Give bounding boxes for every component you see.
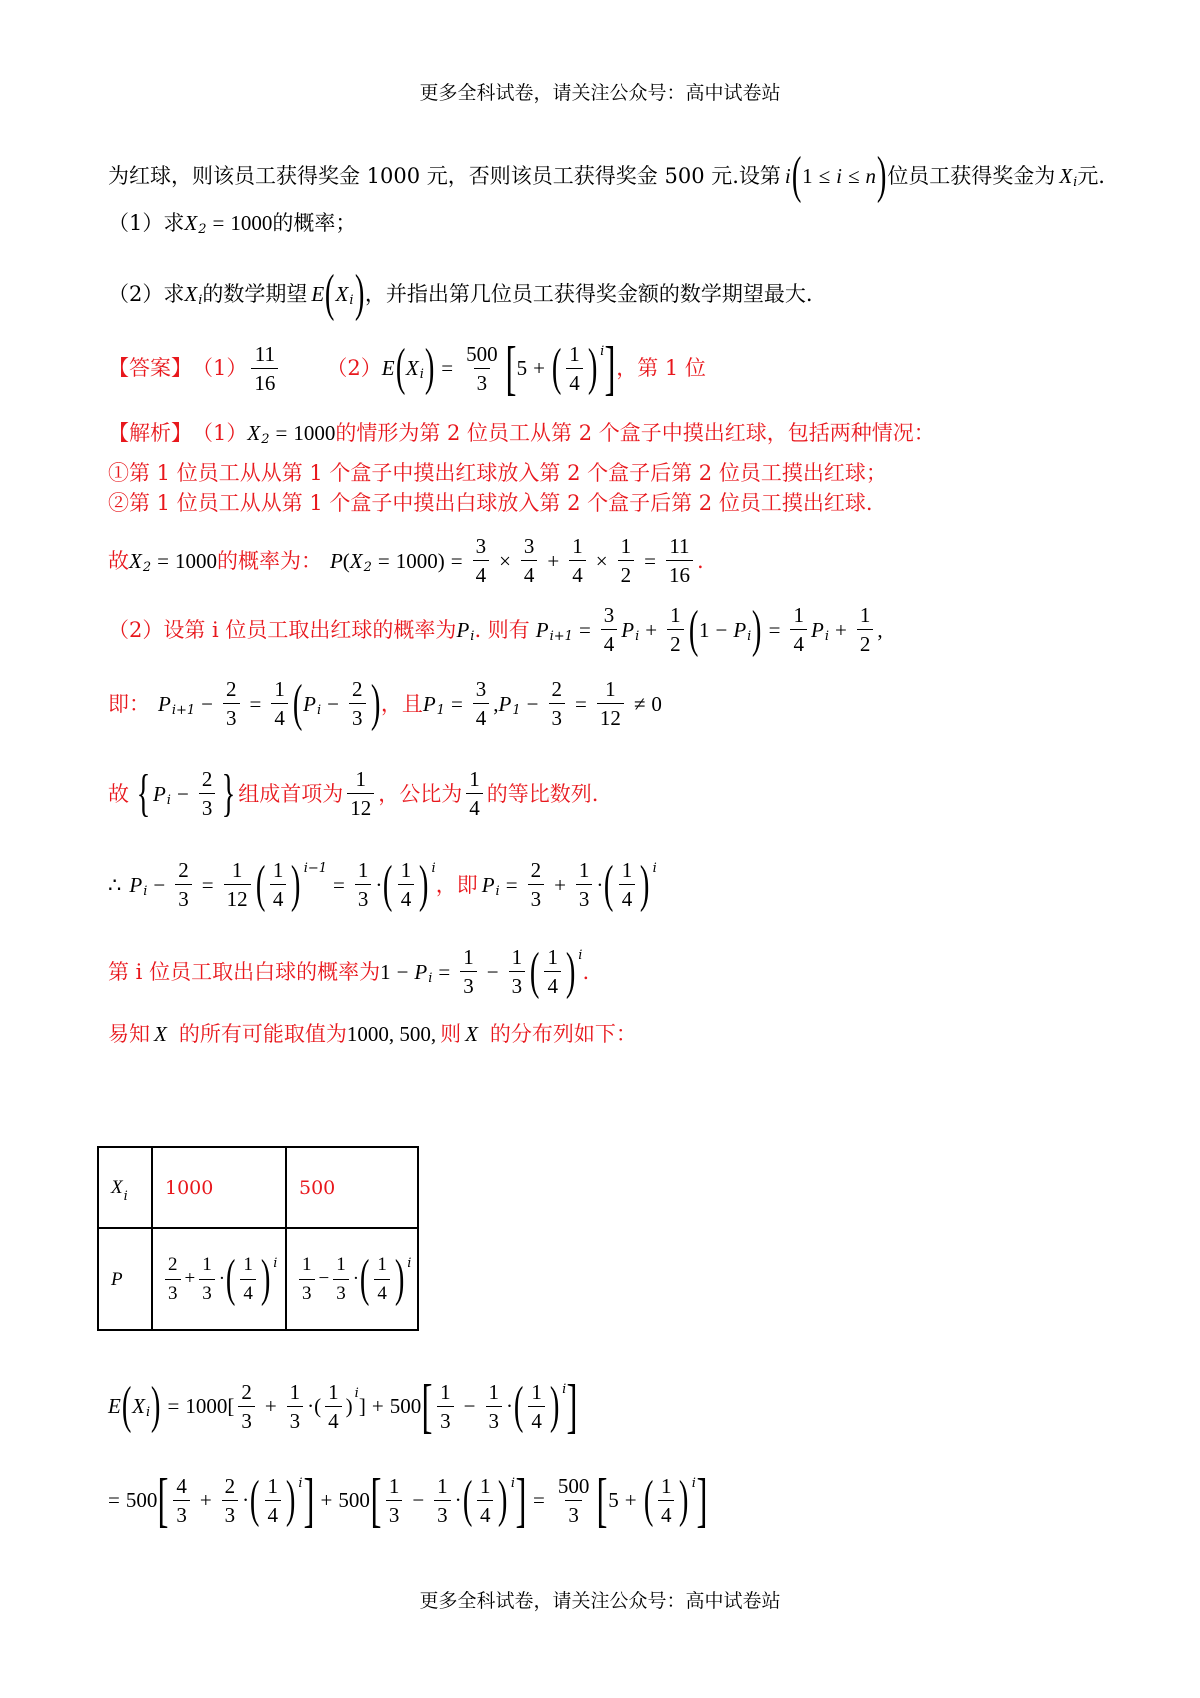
distribution-table [97, 1146, 419, 1331]
analysis-line-6: 即： P i+1 − $\frac{2}{3}$ = $\frac{1}{4}$ ( P i − $\frac{2}{3}$ ) ，且 P 1 = $\frac{3}{4}$ , P 1 − $\frac{2}{3}$ = $\frac{1}{12}$ ≠ 0 [108, 674, 662, 732]
table-cell: 500 [286, 1147, 418, 1228]
analysis-line-2: ①第 1 位员工从从第 1 个盒子中摸出红球放入第 2 个盒子后第 2 位员工摸出红球； [108, 461, 887, 485]
analysis-line-1: 【解析】 （1） X 2 = 1000 的情形为第 2 位员工从第 2 个盒子中摸出红球，包括两种情况： [108, 421, 935, 447]
analysis-line-3: ②第 1 位员工从从第 1 个盒子中摸出白球放入第 2 个盒子后第 2 位员工摸出红球. [108, 491, 873, 515]
table-row [98, 1228, 418, 1330]
table-header-p: P [98, 1228, 152, 1330]
page-footer: 更多全科试卷，请关注公众号：高中试卷站 [419, 1590, 781, 1612]
question-2: （2）求 X i 的数学期望 E ( X i ) ，并指出第几位员工获得奖金额的数学期望最大. [108, 265, 813, 322]
analysis-line-5: （2）设第 i 位员工取出红球的概率为 P i . 则有 P i+1 = $\frac{3}{4}$ P i + $\frac{1}{2}$ ( 1 − P i ) = $\frac{1}{4}$ P i + $\frac{1}{2}$ , [108, 600, 883, 658]
table-row [98, 1147, 418, 1228]
analysis-line-10: 易知 X 的所有可能取值为 1000, 500, 则 X 的分布列如下： [108, 1022, 637, 1046]
table-cell: 1 3 − $\frac{1}{3}$ · ( 1 4 ) i [286, 1228, 418, 1330]
analysis-line-7: 故 { P i − $\frac{2}{3}$ } 组成首项为 1 12 ，公比为 1 4 的等比数列. [108, 764, 599, 822]
answer-line: 【答案】 （1） 11 16 （2） E ( X i ) = $\frac{500}{3}$ [ 5 + ( 1 4 ) i ] ，第 1 位 [108, 335, 706, 401]
page-header: 更多全科试卷，请关注公众号：高中试卷站 [419, 82, 781, 104]
problem-line-1: 为红球，则该员工获得奖金 1000 元，否则该员工获得奖金 500 元.设第 i ( 1 ≤ i ≤ n ) 位员工获得奖金为 X i 元. [108, 147, 1105, 204]
table-cell: 1000 [152, 1147, 286, 1228]
table-cell: 2 3 + $\frac{1}{3}$ · ( 1 4 ) i [152, 1228, 286, 1330]
analysis-line-9: 第 i 位员工取出白球的概率为 1 − P i = $\frac{1}{3}$ − $\frac{1}{3}$ ( 1 4 ) i . [108, 942, 590, 1000]
analysis-line-8: ∴ P i − $\frac{2}{3}$ = $\frac{1}{12}$ ( 1 4 ) i−1 = $\frac{1}{3}$ · ( 1 4 ) i ，即 P i = $\frac{2}{3}$ + $\frac{1}{3}$ · ( 1 4 ) i [108, 855, 657, 913]
question-1: （1）求 X 2 = 1000 的概率； [108, 211, 357, 237]
analysis-line-4: 故 X 2 = 1000 的概率为： P ( X 2 = 1000) = $\frac{3}{4}$ × $\frac{3}{4}$ + $\frac{1}{4}$ × $\frac{1}{2}$ = $\frac{11}{16}$ . [108, 534, 704, 587]
expectation-line-1: E ( X i ) = 1000[ 2 3 + $\frac{1}{3}$ ·( 1 4 ) i ] + 500 [ 1 3 − $\frac{1}{3}$ · ( 1 4 ) i ] [108, 1373, 578, 1439]
table-header-x: $X_i$ [98, 1147, 152, 1228]
expectation-line-2: = 500 [ 4 3 + $\frac{2}{3}$ · ( 1 4 ) i ] + 500 [ 1 3 − $\frac{1}{3}$ · ( 1 4 ) i ] = $\frac{500}{3}$ [ 5 + ( 1 4 ) i ] [108, 1467, 708, 1533]
